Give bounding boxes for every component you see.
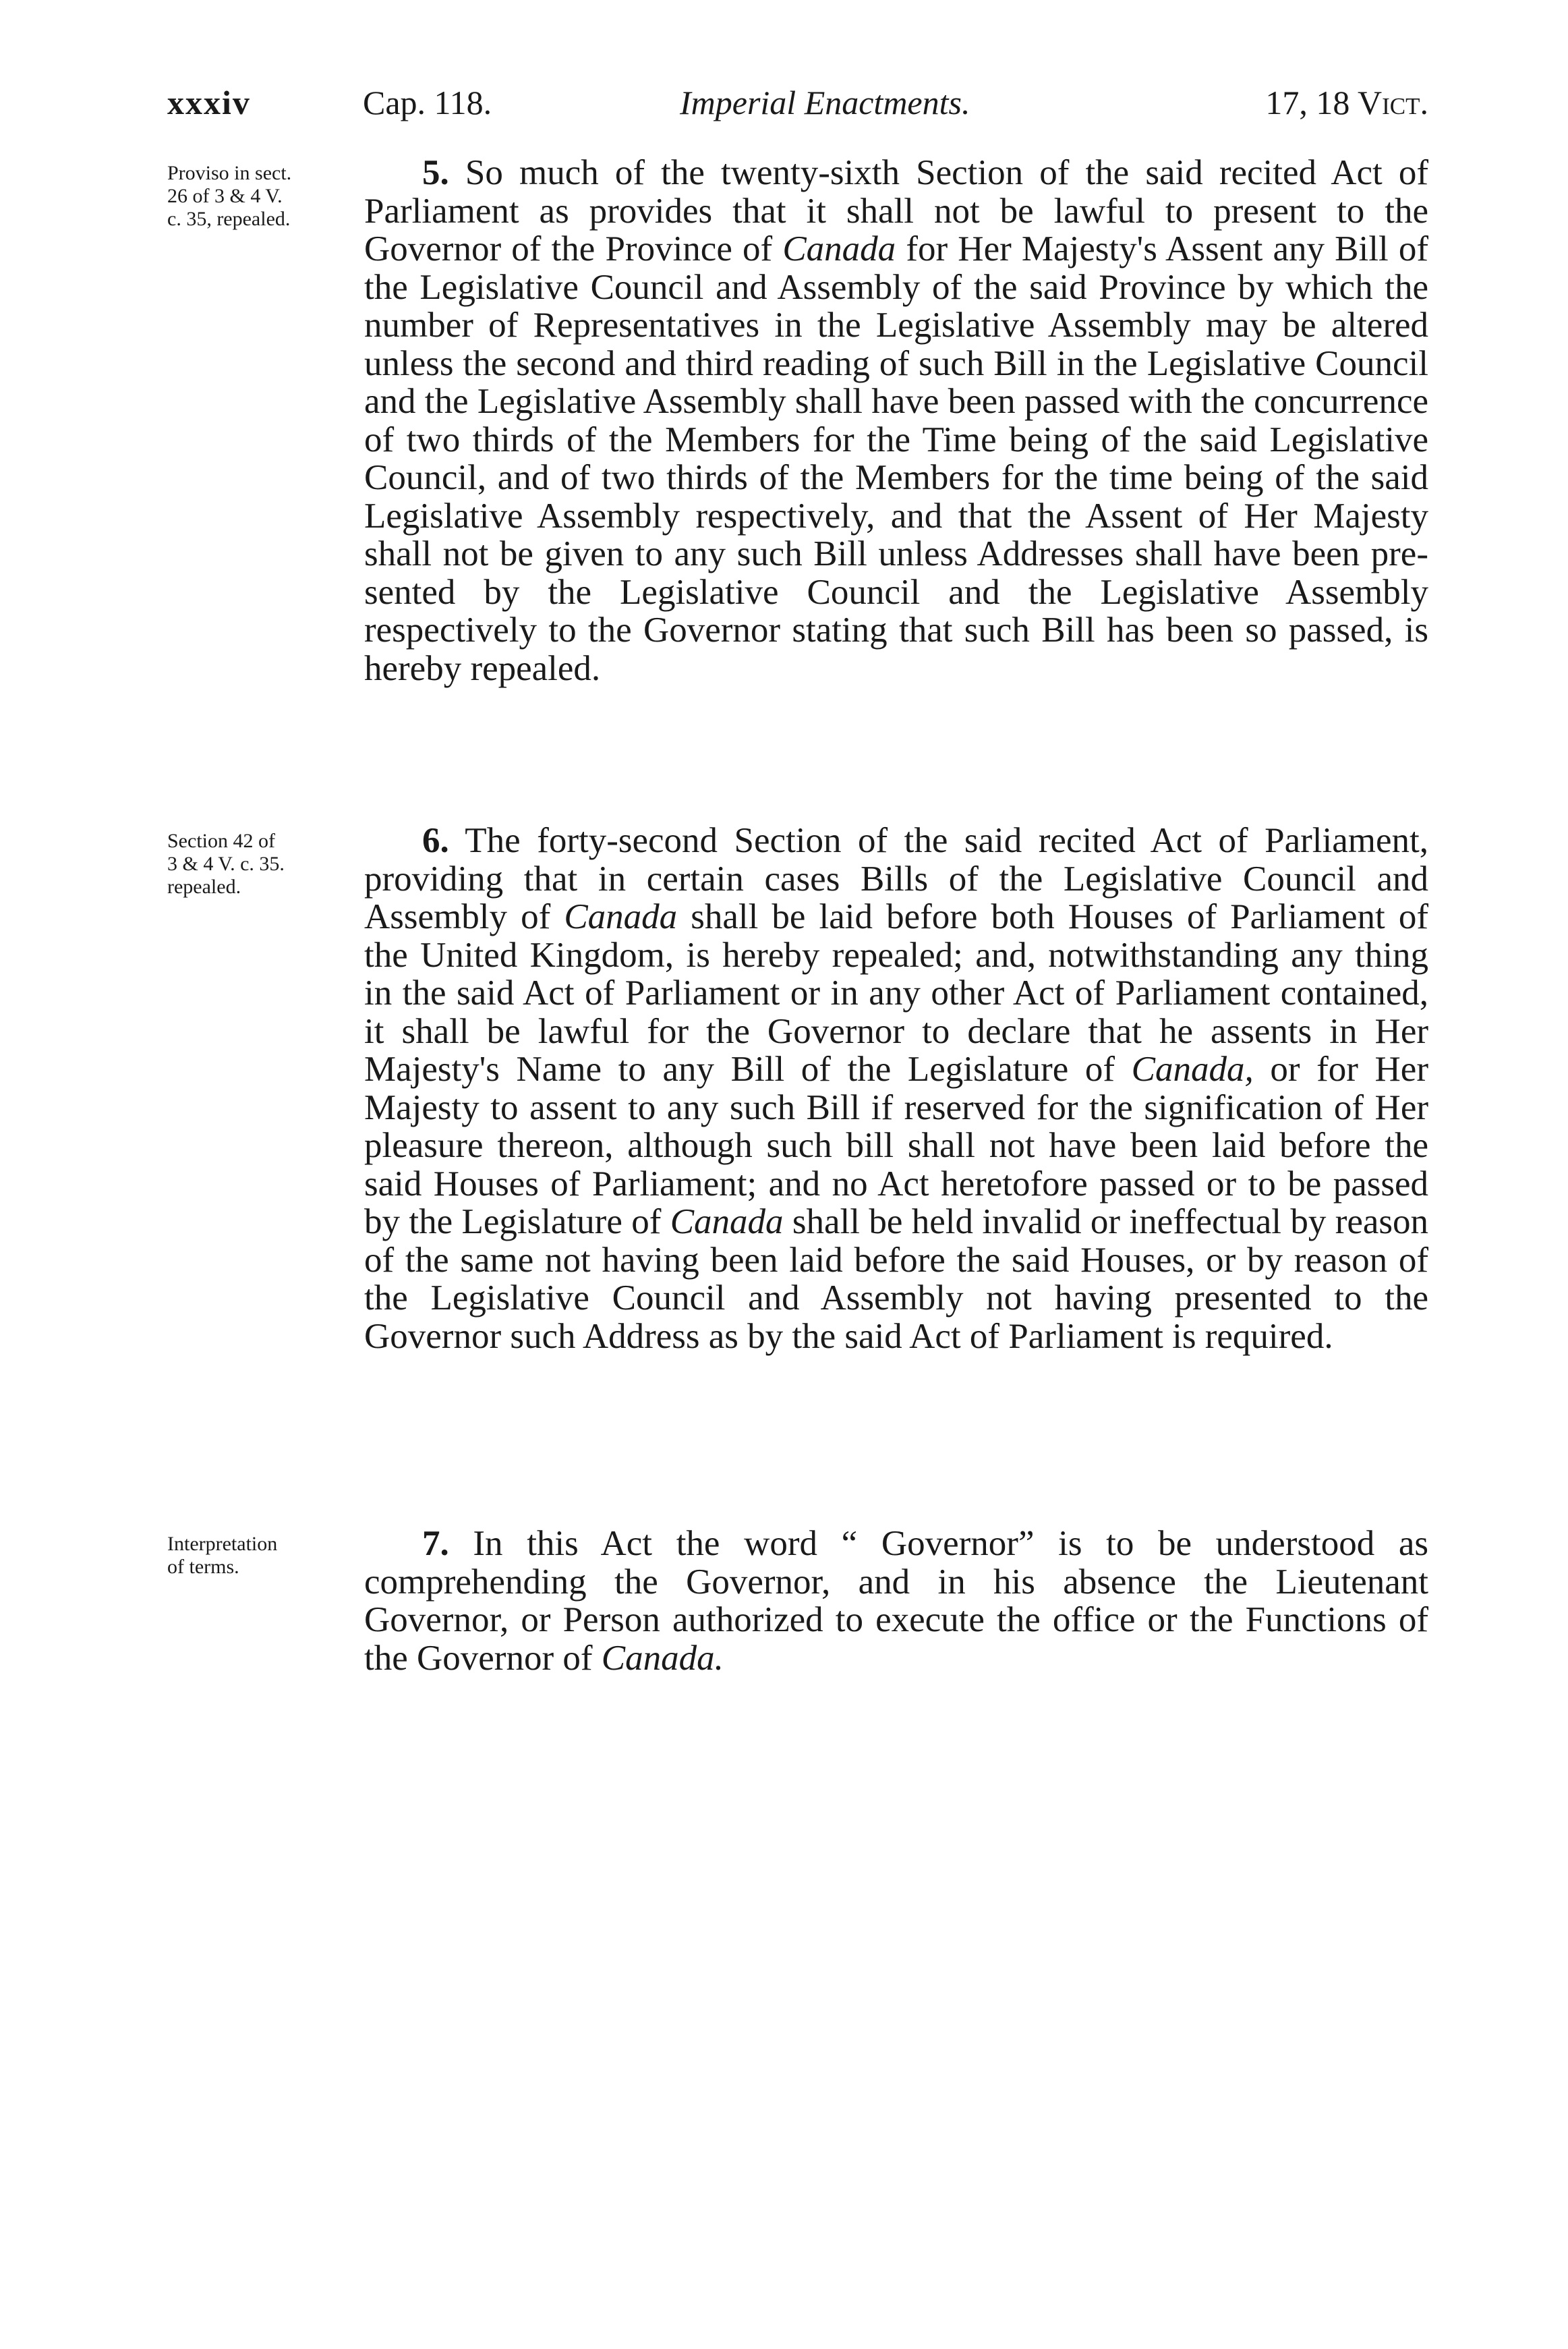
regnal-year: 17, 18 Vict. <box>1265 84 1428 121</box>
marginal-note-line: Interpretation <box>167 1533 278 1555</box>
chapter-label: Cap. 118. <box>363 84 492 121</box>
section-text <box>364 154 1428 687</box>
section-number: 7. <box>422 1524 449 1563</box>
marginal-note-line: 3 & 4 V. c. 35. <box>167 853 285 875</box>
text-run: shall be held invalid or ineffectual by reason of the same not having been laid before the said Houses, or by reason of the Legislative Council and Assembly not having presented to the Governor such Address as by the said Act of Parliament is required. <box>364 1202 1429 1356</box>
running-title: Imperial Enactments. <box>680 84 970 121</box>
text-run: So much of the twenty-sixth Section of the said recited Act of Parliament as provides that it shall not be lawful to present to the Governor of the Province of <box>364 153 1429 268</box>
running-header <box>167 76 1428 130</box>
italic-text: Canada. <box>601 1638 724 1678</box>
text-run: In this Act the word “ Governor” is to be understood as comprehending the Governor, and in his absence the Lieutenant Governor, or Person authorized to execute the office or the Functions of the Governor of <box>364 1524 1428 1678</box>
section-number: 6. <box>422 821 449 860</box>
italic-text: Canada <box>564 897 678 936</box>
text-run: or for Her Majesty to assent to any such Bill if reserved for the signification of Her pleasure thereon, although such bill shall not have been laid before the said Houses of Parliament; and no Act heretofore passed or to be passed by the Legislature of <box>364 1050 1428 1241</box>
italic-text: Canada, <box>1131 1050 1254 1089</box>
marginal-note-line: of terms. <box>167 1556 239 1578</box>
marginal-note <box>167 162 339 231</box>
section-text <box>364 822 1428 1355</box>
marginal-note-line: repealed. <box>167 876 241 898</box>
text-run: for Her Majesty's Assent any Bill of the Legislative Council and Assembly of the said Province by which the number of Representatives in the Legislative Assembly may be altered unless the second and third reading of such Bill in the Legislative Council and the Legislative Assembly shall have been passed with the concurrence of two thirds of the Members for the Time being of the said Legislative Council, and of two thirds of the Members for the time being of the said Legislative Assembly respectively, and that the Assent of Her Majesty shall not be given to any such Bill unless Addresses shall have been presented by the Legislative Council and the Legislative Assembly respectively to the Governor stating that such Bill has been so passed, is hereby repealed. <box>364 229 1428 688</box>
italic-text: Canada <box>670 1202 784 1241</box>
folio-number: xxxiv <box>167 84 251 121</box>
text-run: The forty-second Section of the said recited Act of Parliament, providing that in certain cases Bills of the Legislative Council and Assembly of <box>364 821 1429 936</box>
italic-text: Canada <box>782 229 896 268</box>
section-text <box>364 1525 1428 1677</box>
marginal-note-line: 26 of 3 & 4 V. <box>167 185 283 207</box>
section-number: 5. <box>422 153 449 192</box>
marginal-note-line: Section 42 of <box>167 830 275 852</box>
marginal-note-line: c. 35, repealed. <box>167 208 291 230</box>
text-run: shall be laid before both Houses of Parliament of the United Kingdom, is hereby repealed; and, notwithstanding any thing in the said Act of Parliament or in any other Act of Parliament contained, it shall be lawful for the Governor to declare that he assents in Her Majesty's Name to any Bill of the Legislature of <box>364 897 1428 1089</box>
marginal-note <box>167 1533 339 1579</box>
marginal-note-line: Proviso in sect. <box>167 162 292 184</box>
marginal-note <box>167 830 339 899</box>
